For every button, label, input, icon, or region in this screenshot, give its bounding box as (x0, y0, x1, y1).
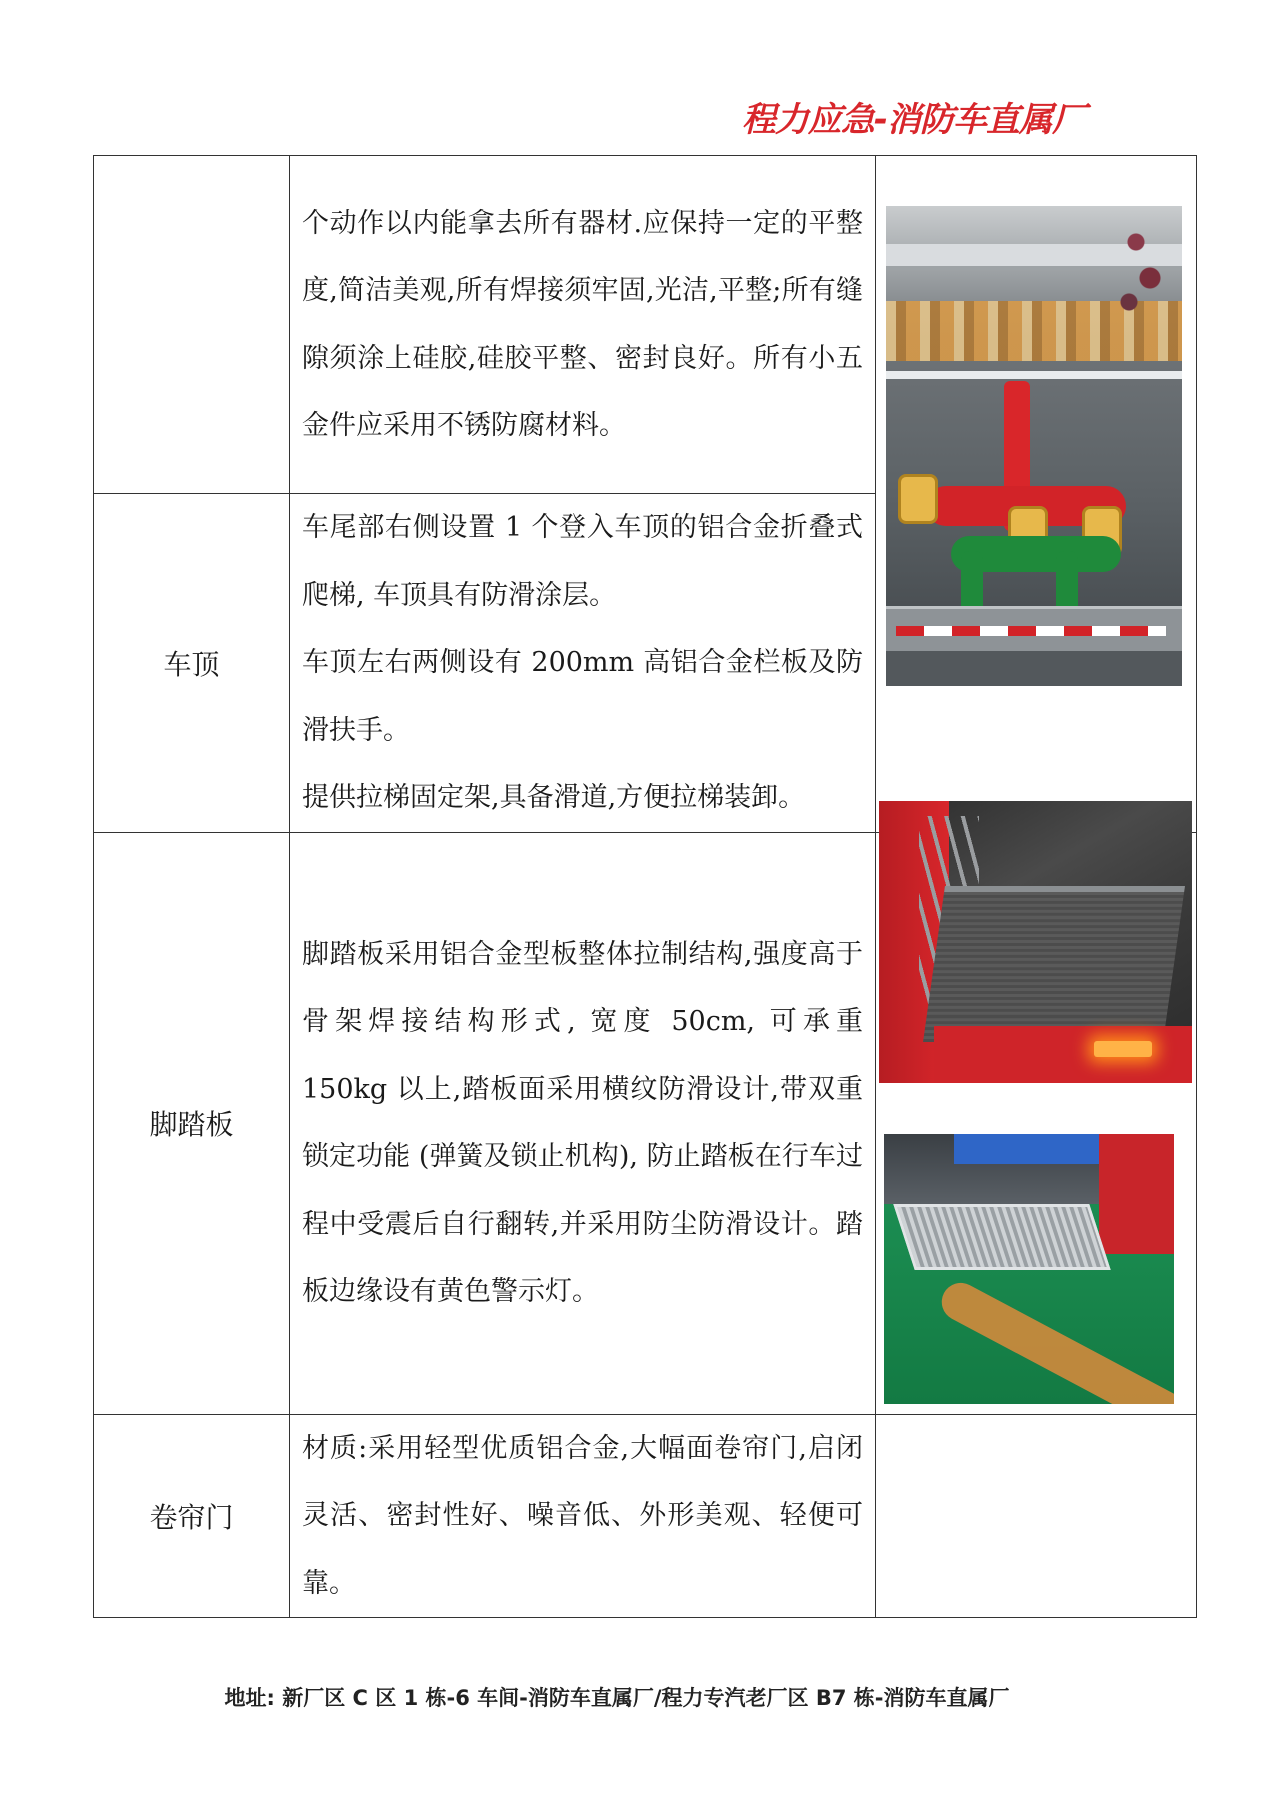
category-cell: 脚踏板 (94, 832, 290, 1414)
description-cell (290, 494, 876, 833)
empty-cell (876, 1414, 1197, 1618)
description-text: 脚踏板采用铝合金型板整体拉制结构,强度高于骨架焊接结构形式, 宽度 50cm, 可承重 150kg 以上,踏板面采用横纹防滑设计,带双重锁定功能 (弹簧及锁止机构), 防止踏板在行车过程中受震后自行翻转,并采用防尘防滑设计。踏板边缘设有黄色警示灯。 (302, 938, 863, 1307)
category-cell: 车顶 (94, 494, 290, 833)
table-row (94, 832, 1197, 1414)
description-cell (290, 156, 876, 494)
photo-cell (876, 156, 1197, 833)
photo-cell (876, 832, 1197, 1414)
category-cell (94, 156, 290, 494)
table-row (94, 156, 1197, 494)
equipment-compartment-photo (886, 206, 1182, 686)
table-row (94, 1414, 1197, 1618)
description-cell (290, 832, 876, 1414)
description-text: 材质:采用轻型优质铝合金,大幅面卷帘门,启闭灵活、密封性好、噪音低、外形美观、轻便可靠。 (302, 1432, 863, 1599)
description-cell (290, 1414, 876, 1618)
brand-header: 程力应急-消防车直属厂 (741, 100, 1085, 140)
description-text: 车顶左右两侧设有 200mm 高铝合金栏板及防滑扶手。 (302, 647, 863, 746)
category-cell: 卷帘门 (94, 1414, 290, 1618)
folding-step-photo (879, 801, 1192, 1083)
deployed-step-photo (884, 1134, 1174, 1404)
footer-address: 地址: 新厂区 C 区 1 栋-6 车间-消防车直属厂/程力专汽老厂区 B7 栋-消防车直属厂 (224, 1686, 1010, 1710)
description-text: 个动作以内能拿去所有器材.应保持一定的平整度,简洁美观,所有焊接须牢固,光洁,平整;所有缝隙须涂上硅胶,硅胶平整、密封良好。所有小五金件应采用不锈防腐材料。 (302, 207, 863, 441)
description-text: 车尾部右侧设置 1 个登入车顶的铝合金折叠式爬梯, 车顶具有防滑涂层。 (302, 512, 863, 611)
description-text: 提供拉梯固定架,具备滑道,方便拉梯装卸。 (302, 782, 806, 813)
spec-table (93, 155, 1197, 1618)
